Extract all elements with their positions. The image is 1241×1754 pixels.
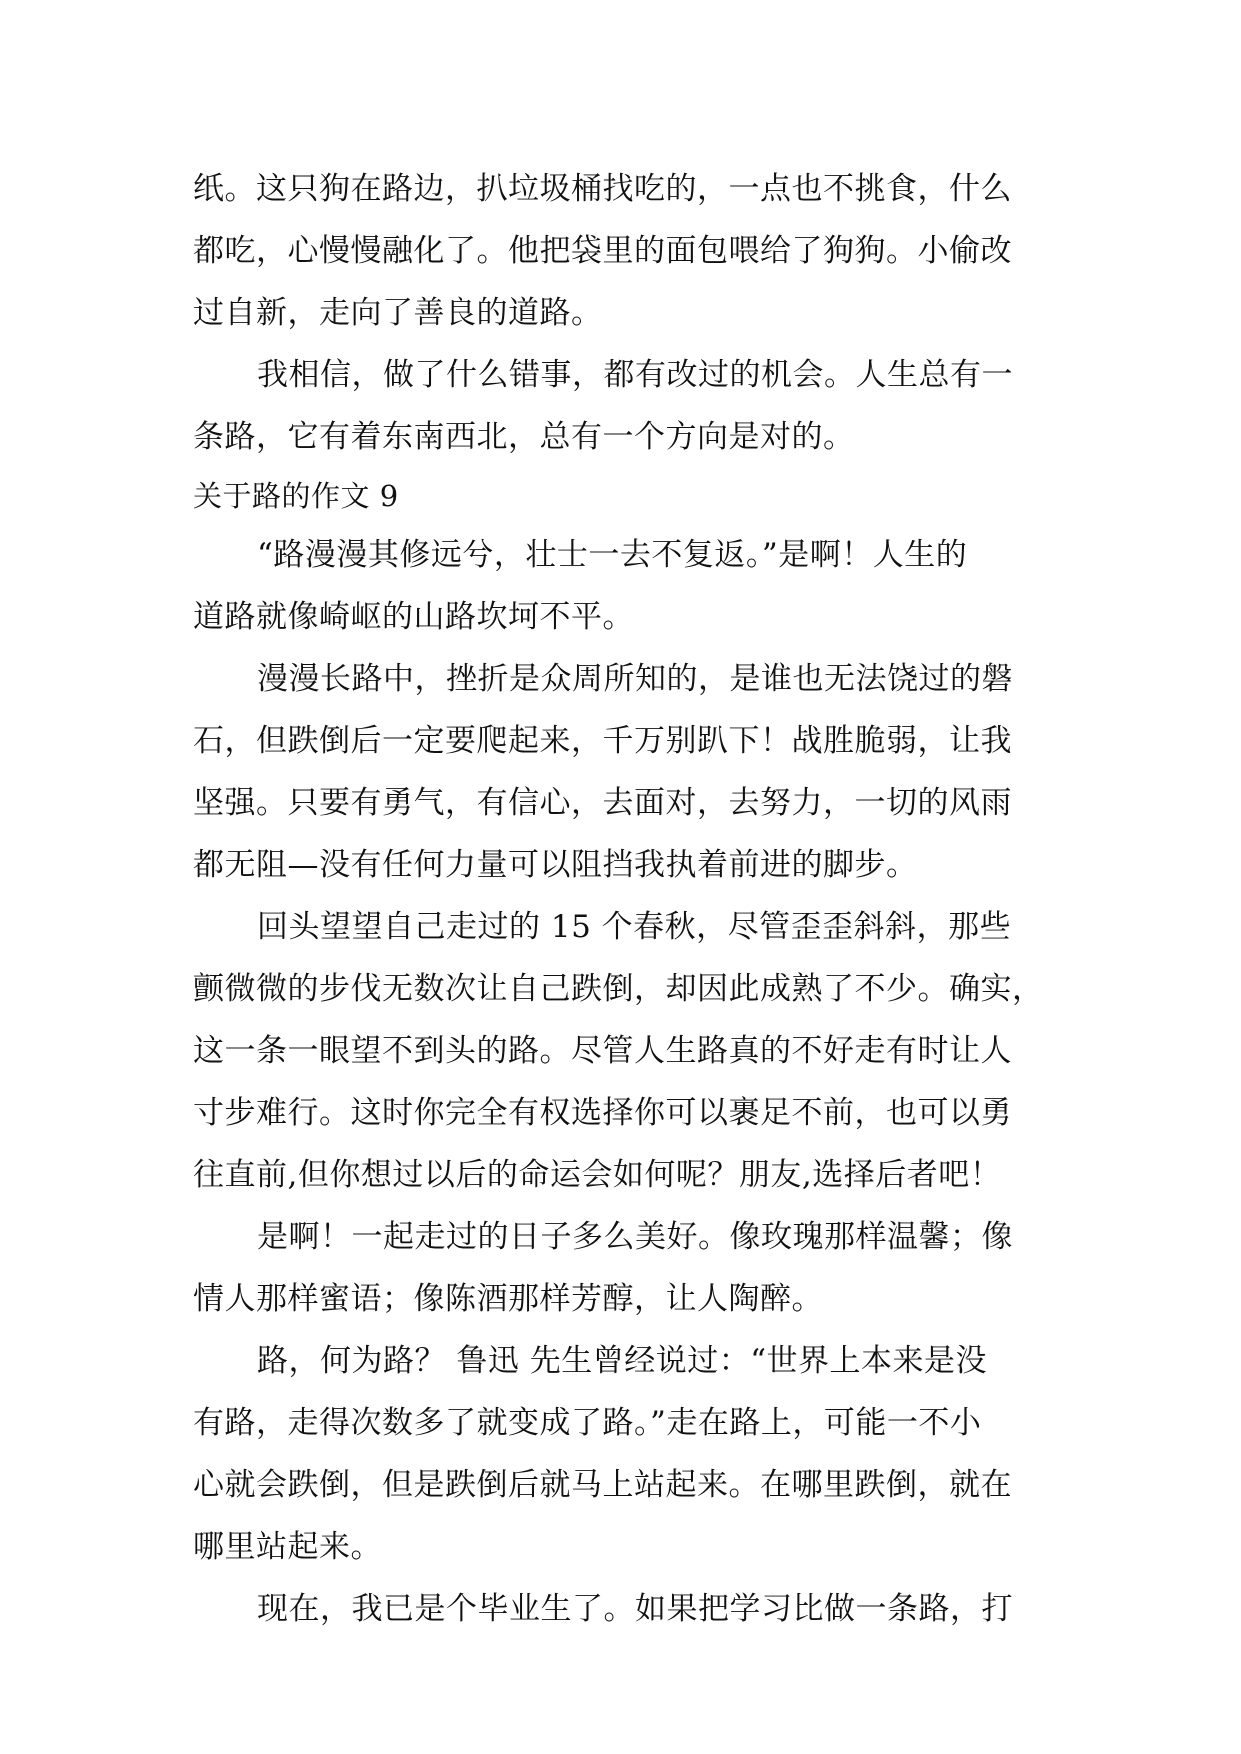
paragraph-line: 情人那样蜜语；像陈酒那样芳醇，让人陶醉。 bbox=[193, 1281, 823, 1317]
paragraph-line: 坚强。只要有勇气，有信心，去面对，去努力，一切的风雨 bbox=[193, 785, 1012, 821]
paragraph-line: 回头望望自己走过的 15 个春秋，尽管歪歪斜斜，那些 bbox=[257, 909, 1012, 945]
document-body bbox=[193, 158, 1053, 1640]
paragraph-line: 颤微微的步伐无数次让自己跌倒，却因此成熟了不少。确实， bbox=[193, 971, 1044, 1007]
paragraph-line: 我相信，做了什么错事，都有改过的机会。人生总有一 bbox=[257, 357, 1013, 393]
paragraph-line: 现在，我已是个毕业生了。如果把学习比做一条路，打 bbox=[257, 1591, 1013, 1627]
paragraph-line: 道路就像崎岖的山路坎坷不平。 bbox=[193, 599, 634, 635]
paragraph-line: 过自新，走向了善良的道路。 bbox=[193, 295, 603, 331]
paragraph-line: 心就会跌倒，但是跌倒后就马上站起来。在哪里跌倒，就在 bbox=[193, 1467, 1012, 1503]
paragraph-line: 哪里站起来。 bbox=[193, 1529, 382, 1565]
paragraph-line: 有路，走得次数多了就变成了路。”走在路上，可能一不小 bbox=[193, 1405, 982, 1441]
paragraph-line: 都无阻—没有任何力量可以阻挡我执着前进的脚步。 bbox=[193, 847, 918, 883]
paragraph-line: 石，但跌倒后一定要爬起来，千万别趴下！战胜脆弱，让我 bbox=[193, 723, 1012, 759]
paragraph-line: 纸。这只狗在路边，扒垃圾桶找吃的，一点也不挑食，什么 bbox=[193, 171, 1012, 207]
paragraph-line: 条路，它有着东南西北，总有一个方向是对的。 bbox=[193, 419, 855, 455]
paragraph-line: 往直前,但你想过以后的命运会如何呢？朋友,选择后者吧！ bbox=[193, 1157, 1002, 1193]
paragraph-line: 漫漫长路中，挫折是众周所知的，是谁也无法饶过的磐 bbox=[257, 661, 1013, 697]
paragraph-line: 路，何为路？ 鲁迅 先生曾经说过：“世界上本来是没 bbox=[257, 1343, 988, 1379]
paragraph-line: “路漫漫其修远兮，壮士一去不复返。”是啊！人生的 bbox=[257, 537, 968, 573]
section-heading: 关于路的作文 9 bbox=[193, 479, 399, 513]
paragraph-line: 寸步难行。这时你完全有权选择你可以裹足不前，也可以勇 bbox=[193, 1095, 1012, 1131]
paragraph-line: 这一条一眼望不到头的路。尽管人生路真的不好走有时让人 bbox=[193, 1033, 1012, 1069]
paragraph-line: 都吃，心慢慢融化了。他把袋里的面包喂给了狗狗。小偷改 bbox=[193, 233, 1012, 269]
paragraph-line: 是啊！一起走过的日子多么美好。像玫瑰那样温馨；像 bbox=[257, 1219, 1013, 1255]
